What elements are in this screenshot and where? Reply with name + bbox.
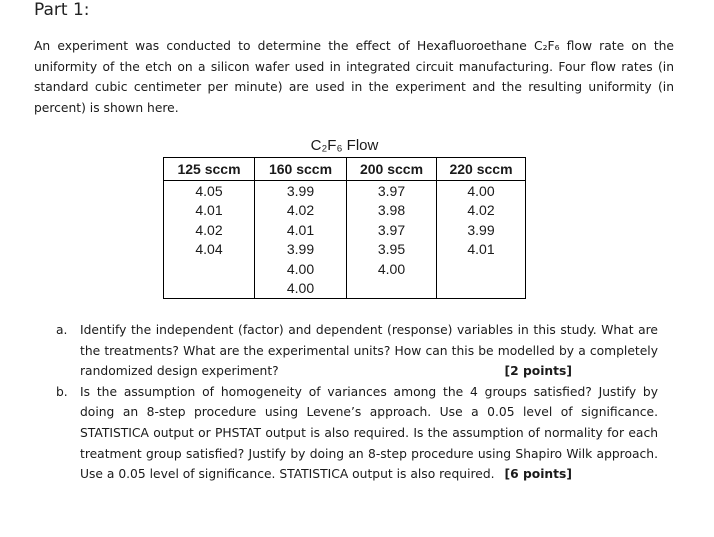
question-list: [56, 320, 658, 485]
table-row: [164, 259, 526, 279]
question-marker: b.: [56, 384, 68, 399]
table-cell: 4.02: [255, 201, 347, 221]
table-cell: 3.99: [255, 240, 347, 260]
table-cell: 4.02: [437, 201, 526, 221]
table-cell: 4.00: [255, 279, 347, 299]
question-b: [56, 382, 658, 485]
table-cell: 4.01: [437, 240, 526, 260]
table-cell: 4.00: [255, 259, 347, 279]
column-header-125: 125 sccm: [164, 158, 255, 181]
table-cell: 3.97: [347, 181, 437, 201]
table-row: [164, 181, 526, 201]
column-header-160: 160 sccm: [255, 158, 347, 181]
flow-rate-table: [163, 133, 526, 299]
column-header-220: 220 sccm: [437, 158, 526, 181]
table-cell: 3.95: [347, 240, 437, 260]
table-row: [164, 220, 526, 240]
table-row: [164, 240, 526, 260]
question-marker: a.: [56, 323, 68, 337]
table-cell: 4.00: [437, 181, 526, 201]
table-cell: 4.00: [347, 259, 437, 279]
table-cell: [164, 259, 255, 279]
table-caption: C₂F₆ Flow: [164, 133, 526, 158]
table-cell: [347, 279, 437, 299]
question-text: Identify the independent (factor) and dependent (response) variables in this study. What are the treatments? What are the experimental units? How can this be modelled by a completely randomized design experiment?: [80, 323, 658, 379]
points-label: [6 points]: [504, 467, 572, 482]
page-title: Part 1:: [34, 0, 90, 20]
points-label: [2 points]: [504, 364, 572, 379]
table-cell: [437, 259, 526, 279]
table-cell: 4.04: [164, 240, 255, 260]
table-row: [164, 279, 526, 299]
table-cell: 3.97: [347, 220, 437, 240]
table-cell: 4.02: [164, 220, 255, 240]
table-cell: [164, 279, 255, 299]
table-cell: 3.99: [437, 220, 526, 240]
table-cell: 4.05: [164, 181, 255, 201]
column-header-200: 200 sccm: [347, 158, 437, 181]
table-cell: 4.01: [164, 201, 255, 221]
question-a: [56, 320, 658, 382]
table-cell: 4.01: [255, 220, 347, 240]
intro-paragraph: An experiment was conducted to determine the effect of Hexafluoroethane C₂F₆ flow rate on the uniformity of the etch on a silicon wafer used in integrated circuit manufacturing. Four flow rates (in standard cubic centimeter per minute) are used in the experiment and the resulting uniformity (in percent) is shown here.: [34, 39, 674, 115]
table-row: [164, 201, 526, 221]
table-cell: [437, 279, 526, 299]
table-cell: 3.99: [255, 181, 347, 201]
question-text: Is the assumption of homogeneity of variances among the 4 groups satisfied? Justify by doing an 8-step procedure using Levene’s approach. Use a 0.05 level of significance. STATISTICA output or PHSTAT output is also required. Is the assumption of normality for each treatment group satisfied? Justify by doing an 8-step procedure using Shapiro Wilk approach. Use a 0.05 level of significance. STATISTICA output is also required.: [80, 384, 658, 482]
table-cell: 3.98: [347, 201, 437, 221]
